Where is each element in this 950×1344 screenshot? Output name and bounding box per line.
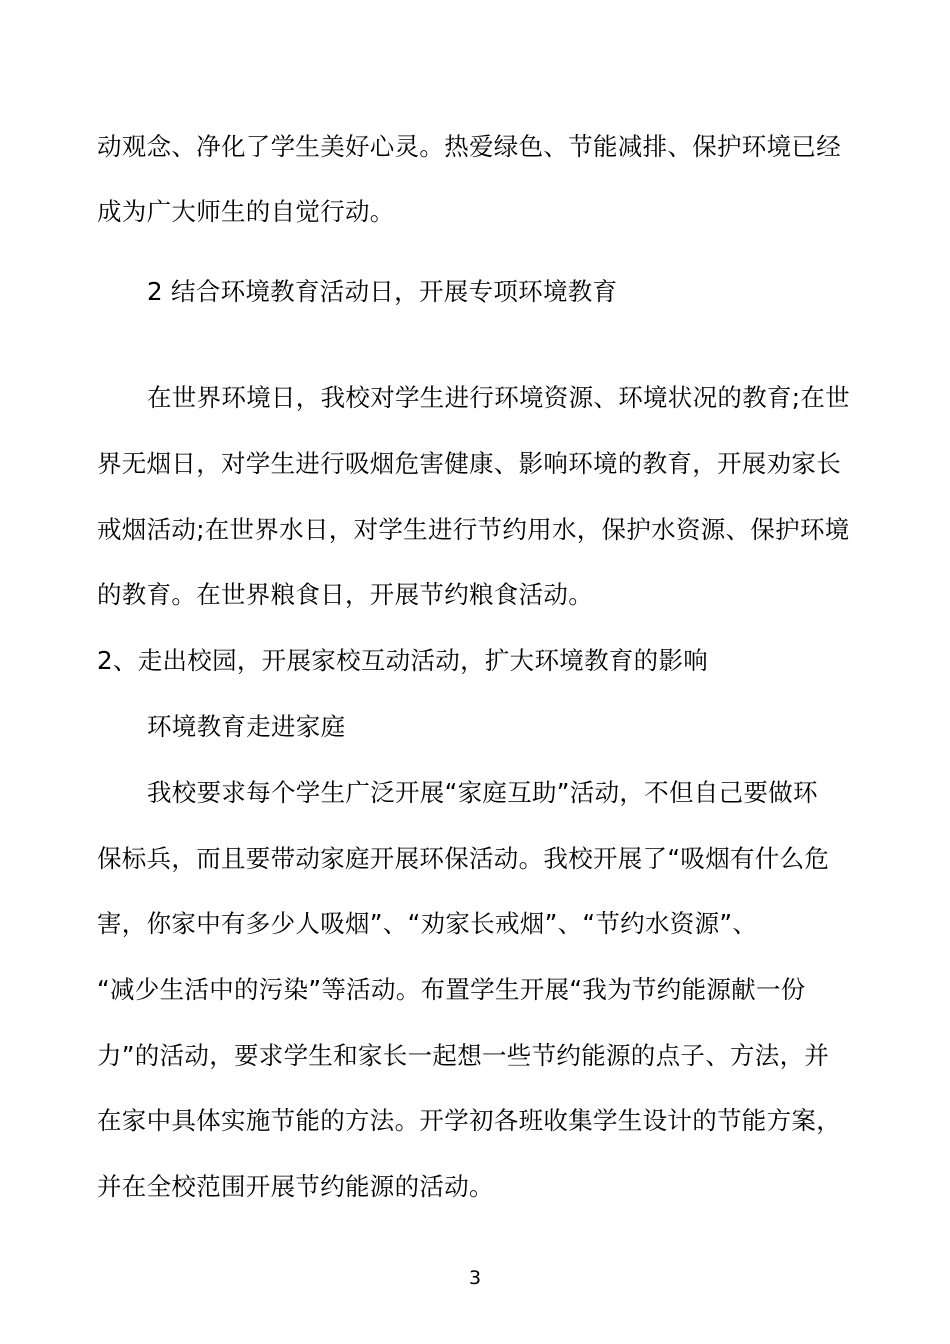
paragraph-3-line-1: 我校要求每个学生广泛开展“家庭互助”活动，不但自己要做环 bbox=[147, 778, 818, 807]
subsection-heading: 环境教育走进家庭 bbox=[147, 712, 346, 741]
paragraph-3-line-3: 害，你家中有多少人吸烟”、“劝家长戒烟”、“节约水资源”、 bbox=[97, 909, 758, 938]
paragraph-3-line-4: “减少生活中的污染”等活动。布置学生开展“我为节约能源献一份 bbox=[97, 975, 806, 1004]
paragraph-3-line-2: 保标兵，而且要带动家庭开展环保活动。我校开展了“吸烟有什么危 bbox=[97, 844, 830, 873]
paragraph-3-line-6: 在家中具体实施节能的方法。开学初各班收集学生设计的节能方案， bbox=[97, 1106, 841, 1135]
page-number: 3 bbox=[468, 1267, 482, 1289]
paragraph-2-line-1: 在世界环境日，我校对学生进行环境资源、环境状况的教育;在世 bbox=[147, 383, 850, 412]
paragraph-2-line-4: 的教育。在世界粮食日，开展节约粮食活动。 bbox=[97, 580, 593, 609]
section-heading-2-1: 2 结合环境教育活动日，开展专项环境教育 bbox=[147, 277, 618, 306]
section-heading-2: 2、走出校园，开展家校互动活动，扩大环境教育的影响 bbox=[97, 646, 709, 675]
paragraph-2-line-2: 界无烟日，对学生进行吸烟危害健康、影响环境的教育，开展劝家长 bbox=[97, 449, 841, 478]
paragraph-3-line-5: 力”的活动，要求学生和家长一起想一些节约能源的点子、方法，并 bbox=[97, 1041, 830, 1070]
paragraph-3-line-7: 并在全校范围开展节约能源的活动。 bbox=[97, 1172, 494, 1201]
paragraph-1-line-1: 动观念、净化了学生美好心灵。热爱绿色、节能减排、保护环境已经 bbox=[97, 132, 841, 161]
paragraph-1-line-2: 成为广大师生的自觉行动。 bbox=[97, 197, 395, 226]
paragraph-2-line-3: 戒烟活动;在世界水日，对学生进行节约用水，保护水资源、保护环境 bbox=[97, 515, 850, 544]
